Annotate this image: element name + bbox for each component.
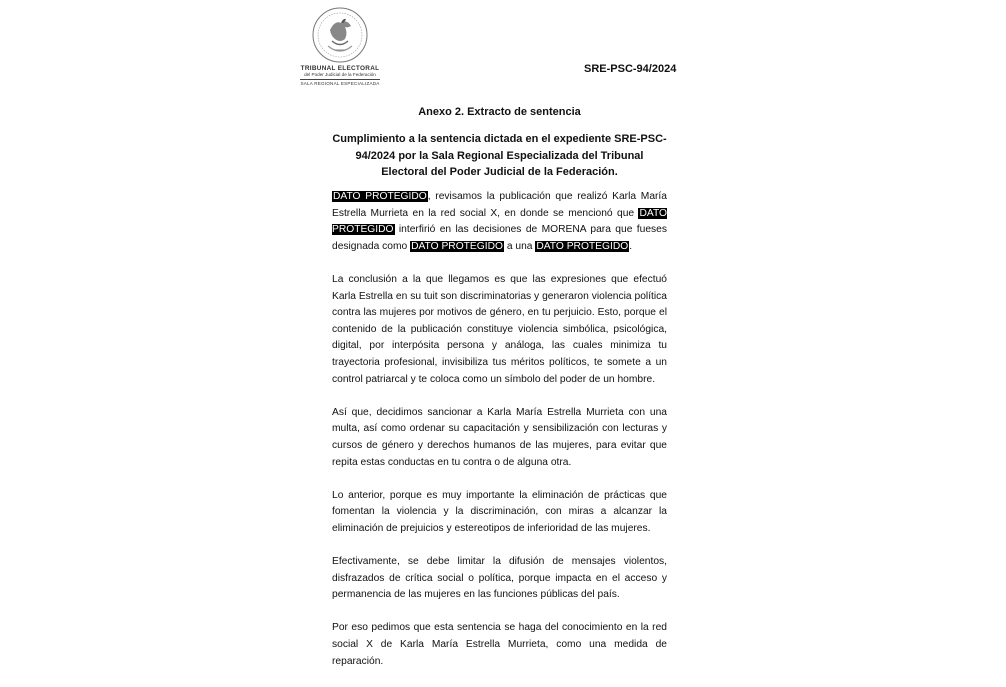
seal-title: TRIBUNAL ELECTORAL (300, 65, 380, 72)
redacted-text: DATO PROTEGIDO (333, 191, 427, 202)
paragraph-1 (332, 189, 667, 255)
paragraph-4: Lo anterior, porque es muy importante la eliminación de prácticas que fomentan la violencia y la discriminación, con miras a alcanzar la eliminación de prejuicios y estereotipos de inferioridad de las mujeres. (332, 489, 667, 534)
seal-chamber: SALA REGIONAL ESPECIALIZADA (300, 81, 380, 86)
redacted-text: DATO PROTEGIDO (332, 207, 667, 236)
annex-title: Anexo 2. Extracto de sentencia (418, 106, 581, 118)
tribunal-seal (298, 6, 382, 86)
paragraph-3: Así que, decidimos sancionar a Karla María Estrella Murrieta con una multa, así como ordenar su capacitación y sensibilización con lecturas y cursos de género y derechos humanos de las mujeres, para evitar que repita estas conductas en tu contra o de alguna otra. (332, 406, 667, 468)
paragraph-2: La conclusión a la que llegamos es que las expresiones que efectuó Karla Estrella en su tuit son discriminatorias y generaron violencia política contra las mujeres por motivos de género, en tu perjuicio. Esto, porque el contenido de la publicación constituye violencia simbólica, psicológica, digital, por interpósita persona y análoga, las cuales minimiza tu trayectoria profesional, invisibiliza tus méritos políticos, te somete a un control patriarcal y te coloca como un símbolo del poder de un hombre. (332, 273, 667, 385)
redacted-text: DATO PROTEGIDO (536, 240, 629, 252)
mexican-coat-of-arms-icon (310, 6, 370, 64)
paragraph-1-text-a: , revisamos la publicación que realizó Karla María Estrella Murrieta en la red social X, en donde se mencionó que (332, 191, 667, 219)
seal-subtitle: del Poder Judicial de la Federación (304, 72, 376, 77)
paragraph-5: Efectivamente, se debe limitar la difusión de mensajes violentos, disfrazados de crítica social o política, porque impacta en el acceso y permanencia de las mujeres en las funciones públicas del país. (332, 556, 667, 601)
paragraph-1-text-c: a una (503, 240, 536, 252)
case-number: SRE-PSC-94/2024 (584, 63, 677, 75)
document-subtitle: Cumplimiento a la sentencia dictada en el expediente SRE-PSC-94/2024 por la Sala Regional Especializada del Tribunal Electoral del Poder Judicial de la Federación. (332, 133, 667, 179)
document-body (332, 189, 667, 687)
paragraph-1-text-d: . (629, 240, 633, 252)
paragraph-1-text-b: interfirió en las decisiones de MORENA para que fueses designada como (332, 224, 667, 252)
paragraph-6: Por eso pedimos que esta sentencia se haga del conocimiento en la red social X de Karla María Estrella Murrieta, como una medida de reparación. (332, 622, 667, 667)
redacted-text: DATO PROTEGIDO (411, 240, 503, 252)
seal-divider (300, 79, 380, 80)
